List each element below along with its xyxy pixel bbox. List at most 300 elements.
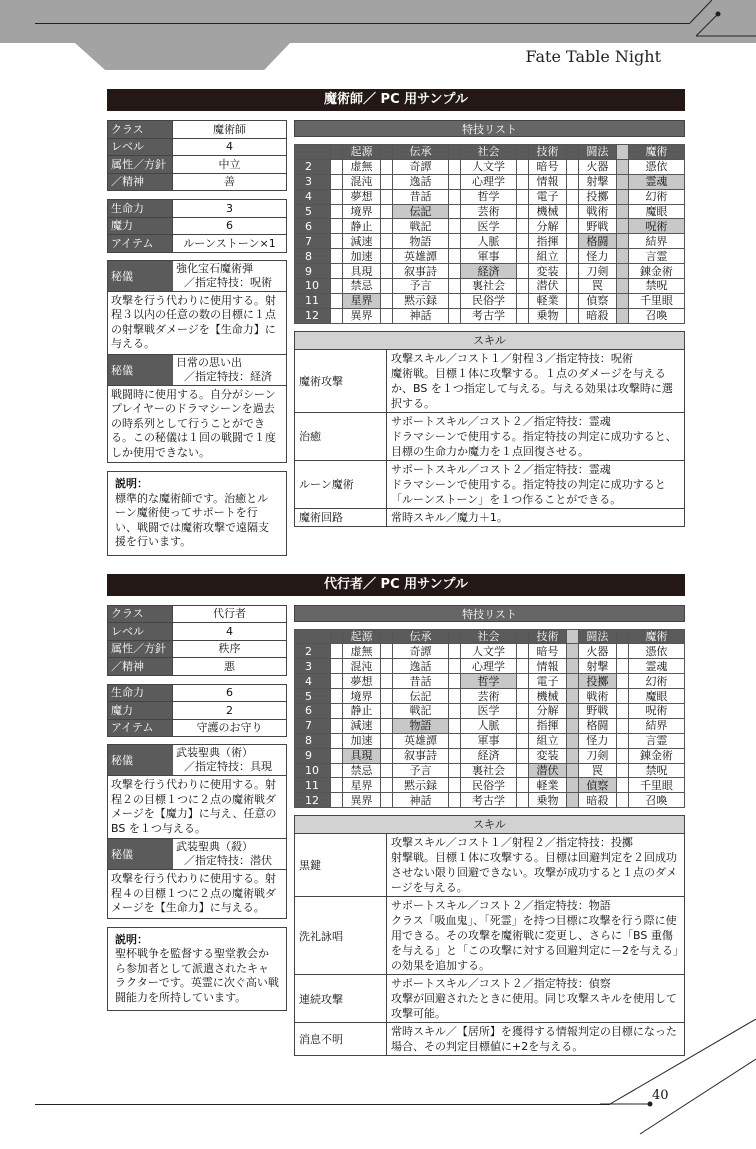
sections-container bbox=[107, 0, 685, 1056]
tokugi-cell: 指揮 bbox=[529, 718, 567, 733]
stat-label: 属性／方針 bbox=[108, 640, 173, 658]
stat-row bbox=[108, 658, 287, 676]
gap-cell bbox=[616, 703, 628, 718]
category-header: 魔術 bbox=[628, 145, 684, 160]
tokugi-cell: 怪力 bbox=[578, 249, 616, 264]
gap-cell bbox=[331, 308, 343, 323]
gap-cell bbox=[566, 703, 578, 718]
gap-cell bbox=[616, 644, 628, 659]
gap-cell bbox=[448, 234, 460, 249]
row-number: 12 bbox=[295, 793, 331, 808]
tokugi-cell: 人文学 bbox=[460, 644, 516, 659]
tokugi-cell: 電子 bbox=[529, 674, 567, 689]
section-columns bbox=[107, 605, 685, 1057]
tokugi-cell: 暗号 bbox=[529, 159, 567, 174]
skill-name: 魔術攻撃 bbox=[295, 350, 387, 412]
tokugi-cell: 加速 bbox=[343, 249, 381, 264]
gap-cell bbox=[331, 189, 343, 204]
stat-row bbox=[108, 138, 287, 156]
gap-cell bbox=[517, 264, 529, 279]
gap-cell bbox=[380, 748, 392, 763]
gap-cell bbox=[380, 159, 392, 174]
gap-cell bbox=[517, 748, 529, 763]
secret-art-skill: ／指定特技：経済 bbox=[184, 369, 272, 383]
gap-cell bbox=[448, 644, 460, 659]
gap-cell bbox=[616, 718, 628, 733]
gap-cell bbox=[517, 644, 529, 659]
secret-art-label: 秘儀 bbox=[108, 355, 173, 385]
tokugi-cell: 錬金術 bbox=[628, 748, 684, 763]
tokugi-cell: 人脈 bbox=[460, 718, 516, 733]
category-header: 起源 bbox=[343, 145, 381, 160]
gap-cell bbox=[380, 234, 392, 249]
gap-cell bbox=[566, 778, 578, 793]
gap-cell bbox=[566, 644, 578, 659]
stat-value: 6 bbox=[173, 684, 287, 702]
row-number: 5 bbox=[295, 204, 331, 219]
tokugi-cell: 英雄譚 bbox=[392, 733, 448, 748]
row-number: 5 bbox=[295, 689, 331, 704]
gap-cell bbox=[331, 674, 343, 689]
stat-label: 魔力 bbox=[108, 217, 173, 235]
gap-cell bbox=[331, 689, 343, 704]
tokugi-row bbox=[295, 778, 685, 793]
secret-art-skill: ／指定特技：呪術 bbox=[184, 275, 272, 289]
tokugi-cell: 予言 bbox=[392, 763, 448, 778]
gap-cell bbox=[616, 748, 628, 763]
tokugi-cell: 星界 bbox=[343, 778, 381, 793]
tokugi-row bbox=[295, 264, 685, 279]
tokugi-cell: 考古学 bbox=[460, 308, 516, 323]
tokugi-cell: 神話 bbox=[392, 308, 448, 323]
secret-art-header bbox=[108, 839, 286, 870]
tokugi-cell: 静止 bbox=[343, 219, 381, 234]
secret-arts-box bbox=[107, 260, 287, 464]
tokugi-cell: 禁忌 bbox=[343, 279, 381, 294]
gap-cell bbox=[616, 689, 628, 704]
gap-cell bbox=[380, 264, 392, 279]
gap-cell bbox=[616, 249, 628, 264]
skill-description: サポートスキル／コスト２／指定特技：霊魂 ドラマシーンで使用する。指定特技の判定に成功すると、目標の生命力か魔力を１点回復させる。 bbox=[391, 414, 677, 458]
gap-cell bbox=[380, 674, 392, 689]
gap-cell bbox=[331, 249, 343, 264]
gap-cell bbox=[566, 174, 578, 189]
tokugi-cell: 境界 bbox=[343, 204, 381, 219]
gap-cell bbox=[448, 145, 460, 160]
tokugi-cell-selected: 格闘 bbox=[578, 234, 616, 249]
gap-cell bbox=[517, 234, 529, 249]
stat-value: 悪 bbox=[173, 658, 287, 676]
tokugi-row bbox=[295, 659, 685, 674]
tokugi-cell: 変装 bbox=[529, 264, 567, 279]
row-number: 10 bbox=[295, 279, 331, 294]
gap-cell bbox=[448, 159, 460, 174]
category-header: 技術 bbox=[529, 629, 567, 644]
tokugi-cell-selected: 呪術 bbox=[628, 219, 684, 234]
gap-cell bbox=[566, 763, 578, 778]
tokugi-cell: 黙示録 bbox=[392, 293, 448, 308]
stat-label: アイテム bbox=[108, 235, 173, 253]
row-number: 7 bbox=[295, 234, 331, 249]
footer-rule bbox=[35, 1104, 610, 1105]
explanation-label: 説明： bbox=[115, 932, 148, 946]
gap-cell bbox=[331, 293, 343, 308]
skill-description: 常時スキル／【居所】を獲得する情報判定の目標になった場合、その判定目標値に+2を与える。 bbox=[391, 1025, 677, 1054]
stat-value: 2 bbox=[173, 702, 287, 720]
gap-cell bbox=[331, 703, 343, 718]
tokugi-cell: 民俗学 bbox=[460, 778, 516, 793]
tokugi-cell: 憑依 bbox=[628, 644, 684, 659]
gap-cell bbox=[616, 174, 628, 189]
category-header: 闘法 bbox=[578, 145, 616, 160]
gap-cell bbox=[448, 249, 460, 264]
secret-art-name: 日常の思い出 bbox=[176, 355, 242, 369]
tokugi-cell: 民俗学 bbox=[460, 293, 516, 308]
tokugi-cell: 具現 bbox=[343, 264, 381, 279]
tokugi-cell: 幻術 bbox=[628, 189, 684, 204]
tokugi-cell: 戦術 bbox=[578, 204, 616, 219]
gap-cell bbox=[380, 793, 392, 808]
gap-cell bbox=[517, 778, 529, 793]
tokugi-cell: 裏社会 bbox=[460, 763, 516, 778]
gap-cell bbox=[380, 659, 392, 674]
tokugi-cell: 叙事詩 bbox=[392, 748, 448, 763]
skill-name: 消息不明 bbox=[295, 1023, 387, 1055]
tokugi-cell: 幻術 bbox=[628, 674, 684, 689]
stat-value: 善 bbox=[173, 173, 287, 191]
category-header: 伝承 bbox=[392, 145, 448, 160]
stats-table bbox=[107, 199, 287, 253]
tokugi-cell: 乗物 bbox=[529, 793, 567, 808]
tokugi-row bbox=[295, 249, 685, 264]
gap-cell bbox=[448, 293, 460, 308]
gap-cell bbox=[380, 763, 392, 778]
tokugi-row bbox=[295, 219, 685, 234]
tokugi-cell: 軍事 bbox=[460, 733, 516, 748]
tokugi-row bbox=[295, 308, 685, 323]
gap-cell bbox=[517, 279, 529, 294]
gap-cell bbox=[616, 778, 628, 793]
gap-cell bbox=[331, 279, 343, 294]
stat-label: ／精神 bbox=[108, 173, 173, 191]
tokugi-cell-selected: 偵察 bbox=[578, 778, 616, 793]
gap-cell bbox=[380, 703, 392, 718]
gap-cell bbox=[380, 644, 392, 659]
tokugi-cell: 異界 bbox=[343, 793, 381, 808]
gap-cell bbox=[566, 189, 578, 204]
tokugi-cell: 霊魂 bbox=[628, 659, 684, 674]
tokugi-cell: 投擲 bbox=[578, 189, 616, 204]
gap-cell bbox=[448, 674, 460, 689]
gap-cell bbox=[380, 629, 392, 644]
page-number: 40 bbox=[652, 1088, 669, 1104]
tokugi-cell: 偵察 bbox=[578, 293, 616, 308]
gap-cell bbox=[331, 629, 343, 644]
explanation-text: 標準的な魔術師です。治癒とルーン魔術使ってサポートを行い、戦闘では魔術攻撃で遠隔支援を行います。 bbox=[115, 491, 269, 548]
tokugi-cell: 格闘 bbox=[578, 718, 616, 733]
secret-art-description: 攻撃を行う代わりに使用する。射程３以内の任意の数の目標に１点の射撃戦ダメージを【生命力】に与える。 bbox=[108, 292, 286, 355]
tokugi-cell: 異界 bbox=[343, 308, 381, 323]
skill-row bbox=[295, 461, 684, 509]
skill-description: サポートスキル／コスト２／指定特技：偵察 攻撃が回避されたときに使用。同じ攻撃スキルを使用して攻撃可能。 bbox=[391, 977, 677, 1021]
tokugi-cell: 英雄譚 bbox=[392, 249, 448, 264]
skill-description: 常時スキル／魔力＋1。 bbox=[391, 510, 508, 524]
tokugi-cell: 物語 bbox=[392, 234, 448, 249]
tokugi-row bbox=[295, 793, 685, 808]
gap-cell bbox=[566, 293, 578, 308]
gap-cell bbox=[517, 689, 529, 704]
tokugi-cell: 野戦 bbox=[578, 219, 616, 234]
stat-row bbox=[108, 121, 287, 139]
gap-cell bbox=[566, 659, 578, 674]
tokugi-cell: 指揮 bbox=[529, 234, 567, 249]
gap-cell bbox=[566, 748, 578, 763]
tokugi-cell: 加速 bbox=[343, 733, 381, 748]
tokugi-cell: 伝記 bbox=[392, 689, 448, 704]
gap-cell bbox=[616, 763, 628, 778]
gap-cell bbox=[380, 145, 392, 160]
gap-cell bbox=[331, 793, 343, 808]
tokugi-cell: 禁呪 bbox=[628, 279, 684, 294]
secret-art-label: 秘儀 bbox=[108, 745, 173, 775]
gap-cell bbox=[448, 689, 460, 704]
secret-art-description: 攻撃を行う代わりに使用する。射程２の目標１つに２点の魔術戦ダメージを【魔力】に与え、任意の BS を１つ与える。 bbox=[108, 776, 286, 839]
row-number: 12 bbox=[295, 308, 331, 323]
tokugi-cell: 逸話 bbox=[392, 174, 448, 189]
tokugi-cell: 昔話 bbox=[392, 189, 448, 204]
gap-cell bbox=[331, 733, 343, 748]
secret-art-header bbox=[108, 745, 286, 776]
tokugi-cell: 機械 bbox=[529, 204, 567, 219]
tokugi-cell: 魔眼 bbox=[628, 204, 684, 219]
tokugi-cell: 暗殺 bbox=[578, 308, 616, 323]
skill-description: サポートスキル／コスト２／指定特技：物語 クラス「吸血鬼」、「死霊」を持つ目標に攻撃を行う際に使用できる。その攻撃を魔術戦に変更し、さらに「BS 重傷を与える」と「この攻撃に対する回避判定に－2を与える」の効果を追加する。 bbox=[391, 899, 679, 973]
explanation-box bbox=[107, 471, 287, 556]
gap-cell bbox=[448, 748, 460, 763]
skill-description: 攻撃スキル／コスト１／射程３／指定特技：呪術 魔術戦。目標１体に攻撃する。１点のダメージを与えるか、BS を１つ指定して与える。与える効果は攻撃時に選択する。 bbox=[391, 351, 673, 410]
gap-cell bbox=[566, 793, 578, 808]
gap-cell bbox=[517, 793, 529, 808]
tokugi-cell: 魔眼 bbox=[628, 689, 684, 704]
gap-cell bbox=[517, 174, 529, 189]
stat-value: 中立 bbox=[173, 156, 287, 174]
tokugi-cell: 千里眼 bbox=[628, 293, 684, 308]
gap-cell bbox=[448, 219, 460, 234]
gap-cell bbox=[517, 308, 529, 323]
tokugi-cell: 情報 bbox=[529, 659, 567, 674]
gap-cell bbox=[517, 718, 529, 733]
tokugi-cell: 夢想 bbox=[343, 189, 381, 204]
brand-title: Fate Table Night bbox=[525, 47, 661, 66]
secret-arts-box bbox=[107, 744, 287, 919]
stat-row bbox=[108, 605, 287, 623]
gap-cell bbox=[517, 703, 529, 718]
skill-row bbox=[295, 350, 684, 413]
category-header: 技術 bbox=[529, 145, 567, 160]
stat-row bbox=[108, 623, 287, 641]
tokugi-cell: 憑依 bbox=[628, 159, 684, 174]
secret-art-header bbox=[108, 261, 286, 292]
stat-label: 生命力 bbox=[108, 200, 173, 218]
secret-art-description: 攻撃を行う代わりに使用する。射程４の目標１つに２点の魔術戦ダメージを【生命力】に与える。 bbox=[111, 872, 276, 914]
tokugi-cell: 奇譚 bbox=[392, 644, 448, 659]
tokugi-cell: 軽業 bbox=[529, 778, 567, 793]
gap-cell bbox=[380, 204, 392, 219]
character-sample-section bbox=[107, 574, 685, 1057]
gap-cell bbox=[331, 159, 343, 174]
tokugi-cell: 組立 bbox=[529, 733, 567, 748]
gap-cell bbox=[380, 293, 392, 308]
tokugi-cell-selected: 伝記 bbox=[392, 204, 448, 219]
gap-cell bbox=[566, 689, 578, 704]
stat-row bbox=[108, 702, 287, 720]
tokugi-row bbox=[295, 174, 685, 189]
row-number: 11 bbox=[295, 778, 331, 793]
gap-cell bbox=[616, 659, 628, 674]
gap-cell bbox=[331, 778, 343, 793]
tokugi-list-header: 特技リスト bbox=[294, 605, 685, 622]
secret-art-header bbox=[108, 355, 286, 386]
skill-description: 攻撃スキル／コスト１／射程２／指定特技：投擲 射撃戦。目標１体に攻撃する。目標は回避判定を２回成功させない限り回避できない。攻撃が成功すると１点のダメージを与える。 bbox=[391, 836, 677, 895]
secret-art-name: 武装聖典（殺） bbox=[176, 840, 253, 853]
tokugi-cell: 暗号 bbox=[529, 644, 567, 659]
gap-cell bbox=[616, 219, 628, 234]
gap-cell bbox=[566, 145, 578, 160]
tokugi-row bbox=[295, 644, 685, 659]
gap-cell bbox=[566, 204, 578, 219]
gap-cell bbox=[616, 145, 628, 160]
footer-corner-decoration bbox=[600, 1019, 756, 1149]
skill-row bbox=[295, 834, 684, 897]
skill-name: 治癒 bbox=[295, 413, 387, 460]
gap-cell bbox=[616, 674, 628, 689]
gap-cell bbox=[566, 249, 578, 264]
gap-cell bbox=[566, 279, 578, 294]
tokugi-cell: 組立 bbox=[529, 249, 567, 264]
stat-label: ／精神 bbox=[108, 658, 173, 676]
page-footer bbox=[0, 1074, 756, 1149]
skill-name: 洗礼詠唱 bbox=[295, 897, 387, 974]
tokugi-row bbox=[295, 234, 685, 249]
gap-cell bbox=[331, 264, 343, 279]
stats-table bbox=[107, 684, 287, 738]
character-sheet-column bbox=[107, 605, 287, 1012]
tokugi-cell: 乗物 bbox=[529, 308, 567, 323]
secret-art-label: 秘儀 bbox=[108, 261, 173, 291]
gap-cell bbox=[616, 204, 628, 219]
category-header: 魔術 bbox=[628, 629, 684, 644]
row-number: 4 bbox=[295, 674, 331, 689]
gap-cell bbox=[566, 234, 578, 249]
secret-art-name-block bbox=[173, 261, 275, 291]
section-title: 魔術師／ PC 用サンプル bbox=[107, 89, 685, 111]
tokugi-table bbox=[294, 144, 685, 324]
category-header: 社会 bbox=[460, 145, 516, 160]
gap-cell bbox=[517, 763, 529, 778]
gap-cell bbox=[380, 219, 392, 234]
tokugi-header-row bbox=[295, 145, 685, 160]
tokugi-cell: 刀剣 bbox=[578, 264, 616, 279]
tokugi-cell: 心理学 bbox=[460, 174, 516, 189]
tokugi-cell: 火器 bbox=[578, 159, 616, 174]
header-corner-decoration bbox=[680, 0, 756, 60]
skill-table-header: スキル bbox=[295, 816, 684, 834]
category-header: 社会 bbox=[460, 629, 516, 644]
gap-cell bbox=[448, 174, 460, 189]
gap-cell bbox=[380, 733, 392, 748]
stat-row bbox=[108, 173, 287, 191]
row-number: 6 bbox=[295, 219, 331, 234]
stat-label: 属性／方針 bbox=[108, 156, 173, 174]
tokugi-cell-selected: 経済 bbox=[460, 264, 516, 279]
secret-art-name-block bbox=[173, 355, 275, 385]
row-number: 7 bbox=[295, 718, 331, 733]
stats-table bbox=[107, 605, 287, 676]
stat-label: アイテム bbox=[108, 719, 173, 737]
gap-cell bbox=[616, 793, 628, 808]
tokugi-row bbox=[295, 689, 685, 704]
category-header: 伝承 bbox=[392, 629, 448, 644]
row-number: 4 bbox=[295, 189, 331, 204]
tokugi-row bbox=[295, 703, 685, 718]
skill-row bbox=[295, 897, 684, 975]
tokugi-cell-selected: 星界 bbox=[343, 293, 381, 308]
tokugi-cell-selected: 具現 bbox=[343, 748, 381, 763]
stat-label: レベル bbox=[108, 623, 173, 641]
tokugi-cell: 射撃 bbox=[578, 659, 616, 674]
tokugi-cell: 経済 bbox=[460, 748, 516, 763]
gap-cell bbox=[616, 733, 628, 748]
gap-cell bbox=[448, 793, 460, 808]
gap-cell bbox=[517, 733, 529, 748]
tokugi-cell: 混沌 bbox=[343, 659, 381, 674]
tokugi-cell: 電子 bbox=[529, 189, 567, 204]
tokugi-cell: 軍事 bbox=[460, 249, 516, 264]
gap-cell bbox=[380, 174, 392, 189]
stat-row bbox=[108, 640, 287, 658]
tokugi-cell: 静止 bbox=[343, 703, 381, 718]
secret-art-skill: ／指定特技：潜伏 bbox=[184, 854, 272, 867]
gap-cell bbox=[331, 219, 343, 234]
tokugi-cell: 神話 bbox=[392, 793, 448, 808]
tokugi-row bbox=[295, 204, 685, 219]
stat-row bbox=[108, 200, 287, 218]
stat-value: 6 bbox=[173, 217, 287, 235]
tokugi-row bbox=[295, 733, 685, 748]
corner-cell bbox=[295, 629, 331, 644]
gap-cell bbox=[517, 219, 529, 234]
tokugi-cell-selected: 霊魂 bbox=[628, 174, 684, 189]
gap-cell bbox=[566, 629, 578, 644]
stat-label: 魔力 bbox=[108, 702, 173, 720]
tokugi-cell: 軽業 bbox=[529, 293, 567, 308]
gap-cell bbox=[517, 249, 529, 264]
gap-cell bbox=[616, 264, 628, 279]
tokugi-row bbox=[295, 279, 685, 294]
row-number: 3 bbox=[295, 659, 331, 674]
tokugi-cell: 境界 bbox=[343, 689, 381, 704]
tokugi-cell: 哲学 bbox=[460, 189, 516, 204]
gap-cell bbox=[616, 308, 628, 323]
secret-art-name: 強化宝石魔術弾 bbox=[176, 261, 253, 275]
gap-cell bbox=[380, 279, 392, 294]
tokugi-cell-selected: 哲学 bbox=[460, 674, 516, 689]
tokugi-cell: 分解 bbox=[529, 219, 567, 234]
tokugi-row bbox=[295, 763, 685, 778]
secret-art-name-block bbox=[173, 839, 275, 869]
skill-name: 魔術回路 bbox=[295, 509, 387, 526]
tokugi-cell: 錬金術 bbox=[628, 264, 684, 279]
